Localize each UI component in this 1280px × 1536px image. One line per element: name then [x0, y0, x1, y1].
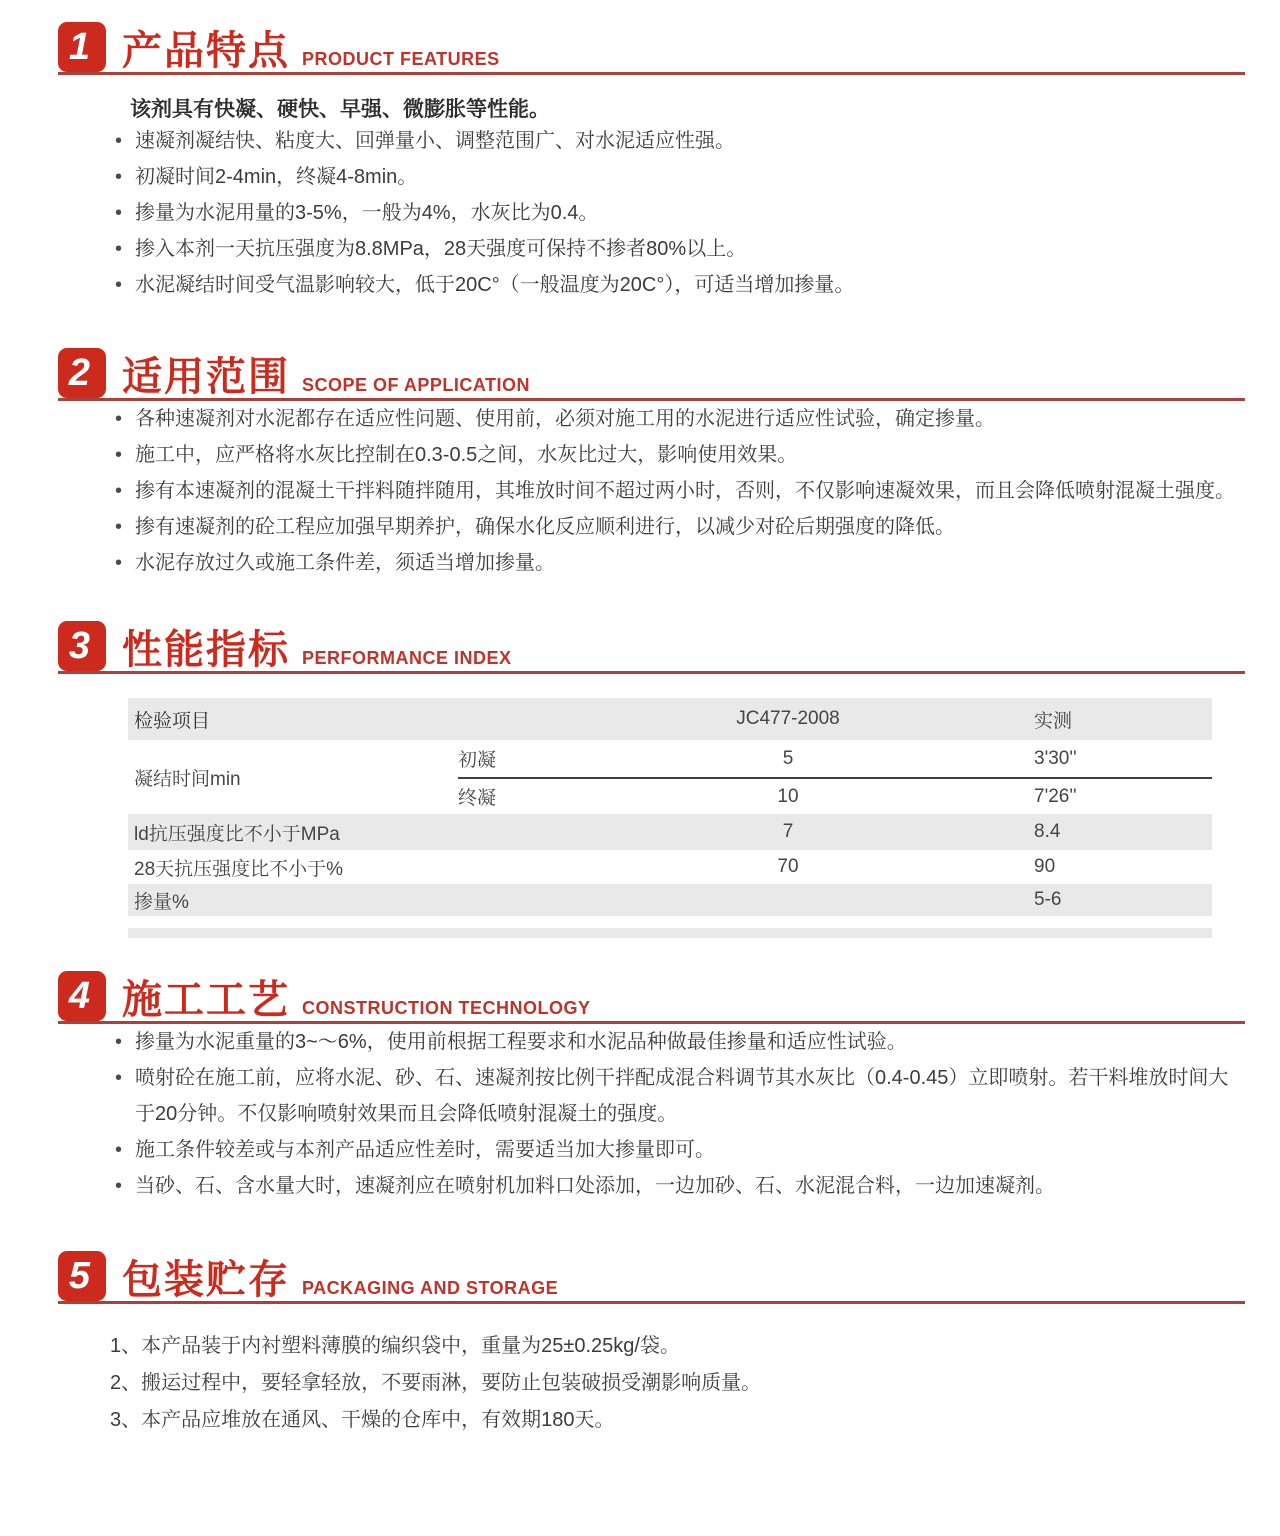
sub-label: 初凝	[458, 750, 497, 771]
list-item-text: 各种速凝剂对水泥都存在适应性问题、使用前，必须对施工用的水泥进行适应性试验，确定掺量。	[135, 408, 995, 430]
section-header	[58, 971, 1245, 1024]
section-title-zh: 产品特点	[122, 29, 290, 73]
section-title-en: CONSTRUCTION TECHNOLOGY	[302, 998, 591, 1018]
list-item	[115, 159, 1235, 195]
list-item-text: 掺量为水泥重量的3~～6%，使用前根据工程要求和水泥品种做最佳掺量和适应性试验。	[135, 1031, 907, 1053]
table-row	[128, 850, 1212, 884]
numbered-list	[110, 1328, 1245, 1439]
list-item-text: 掺有本速凝剂的混凝土干拌料随拌随用，其堆放时间不超过两小时，否则，不仅影响速凝效果，而且会降低喷射混凝土强度。	[135, 480, 1235, 502]
section-header	[58, 1251, 1245, 1304]
section-number-badge: 5	[58, 1251, 106, 1301]
list-item-text: 喷射砼在施工前，应将水泥、砂、石、速凝剂按比例干拌配成混合料调节其水灰比（0.4-0.45）立即喷射。若干料堆放时间大于20分钟。不仅影响喷射效果而且会降低喷射混凝土的强度。	[135, 1067, 1229, 1125]
section-header	[58, 348, 1245, 401]
list-item	[115, 231, 1235, 267]
list-item	[115, 437, 1235, 473]
cell-standard: 70	[777, 856, 799, 877]
section-product-features	[58, 22, 1245, 303]
list-item	[115, 401, 1235, 437]
cell-measured: 3'30''	[1034, 747, 1077, 769]
list-item	[115, 1168, 1235, 1204]
list-item	[110, 1328, 1245, 1365]
list-item-text: 速凝剂凝结快、粘度大、回弹量小、调整范围广、对水泥适应性强。	[135, 130, 735, 152]
list-item-text: 水泥存放过久或施工条件差，须适当增加掺量。	[135, 552, 555, 574]
list-item-text: 1、本产品装于内衬塑料薄膜的编织袋中，重量为25±0.25kg/袋。	[110, 1335, 680, 1357]
section-title-en: PRODUCT FEATURES	[302, 49, 500, 69]
section-title-zh: 性能指标	[122, 628, 290, 672]
list-item-text: 水泥凝结时间受气温影响较大，低于20C°（一般温度为20C°），可适当增加掺量。	[135, 274, 855, 296]
list-item-text: 掺有速凝剂的砼工程应加强早期养护，确保水化反应顺利进行，以减少对砼后期强度的降低。	[135, 516, 955, 538]
section-title-en: PERFORMANCE INDEX	[302, 648, 512, 668]
list-item	[115, 195, 1235, 231]
table-header-item: 检验项目	[134, 710, 211, 732]
section-construction-technology	[58, 971, 1245, 1204]
table-row-setting-time	[128, 740, 1212, 814]
list-item	[110, 1402, 1245, 1439]
list-item	[115, 1060, 1235, 1132]
list-item-text: 掺量为水泥用量的3-5%，一般为4%，水灰比为0.4。	[135, 202, 599, 224]
row-label: 掺量%	[134, 891, 189, 913]
section-number-badge: 3	[58, 621, 106, 671]
cell-measured: 7'26''	[948, 777, 1212, 814]
section-title-zh: 适用范围	[122, 355, 290, 399]
list-item	[115, 123, 1235, 159]
list-item-text: 初凝时间2-4min，终凝4-8min。	[135, 166, 418, 188]
cell-standard: 7	[782, 821, 794, 842]
list-item-text: 2、搬运过程中，要轻拿轻放，不要雨淋，要防止包装破损受潮影响质量。	[110, 1372, 762, 1394]
table-header-measured: 实测	[1034, 710, 1073, 732]
cell-measured: 90	[1034, 856, 1056, 877]
section-number-badge: 4	[58, 971, 106, 1021]
table-footer-strip	[128, 928, 1212, 938]
row-label: 凝结时间min	[134, 768, 241, 790]
section-title-en: PACKAGING AND STORAGE	[302, 1278, 559, 1298]
sub-label: 终凝	[458, 777, 628, 814]
table-row	[128, 884, 1212, 916]
section-performance-index	[58, 621, 1245, 938]
bullet-list	[58, 123, 1245, 303]
table-header-standard: JC477-2008	[736, 708, 840, 729]
cell-measured: 5-6	[1034, 889, 1062, 910]
table-gap	[128, 916, 1212, 928]
section-header	[58, 22, 1245, 75]
cell-standard: 5	[782, 747, 794, 769]
list-item	[115, 509, 1235, 545]
row-label: 28天抗压强度比不小于%	[134, 858, 344, 880]
section-title-zh: 包装贮存	[122, 1258, 290, 1302]
section-packaging-storage	[58, 1251, 1245, 1439]
list-item-text: 3、本产品应堆放在通风、干燥的仓库中，有效期180天。	[110, 1409, 615, 1431]
row-label: ld抗压强度比不小于MPa	[134, 823, 340, 845]
list-item-text: 掺入本剂一天抗压强度为8.8MPa，28天强度可保持不掺者80%以上。	[135, 238, 747, 260]
cell-measured: 8.4	[1034, 821, 1061, 842]
list-item	[115, 267, 1235, 303]
bullet-list	[58, 401, 1245, 581]
list-item	[115, 545, 1235, 581]
section-title-zh: 施工工艺	[122, 978, 290, 1022]
list-item-text: 当砂、石、含水量大时，速凝剂应在喷射机加料口处添加，一边加砂、石、水泥混合料，一边加速凝剂。	[135, 1175, 1055, 1197]
section-scope-of-application	[58, 348, 1245, 581]
section-number-badge: 2	[58, 348, 106, 398]
list-item	[115, 1024, 1235, 1060]
list-item	[115, 1132, 1235, 1168]
section-intro: 该剂具有快凝、硬快、早强、微膨胀等性能。	[130, 98, 550, 121]
section-header	[58, 621, 1245, 674]
table-header-row	[128, 698, 1212, 740]
performance-table	[128, 698, 1212, 938]
table-row	[128, 814, 1212, 850]
list-item	[110, 1365, 1245, 1402]
list-item-text: 施工中，应严格将水灰比控制在0.3-0.5之间，水灰比过大，影响使用效果。	[135, 444, 798, 466]
list-item	[115, 473, 1235, 509]
list-item-text: 施工条件较差或与本剂产品适应性差时，需要适当加大掺量即可。	[135, 1139, 715, 1161]
bullet-list	[58, 1024, 1245, 1204]
section-title-en: SCOPE OF APPLICATION	[302, 375, 531, 395]
section-number-badge: 1	[58, 22, 106, 72]
cell-standard: 10	[628, 777, 948, 814]
